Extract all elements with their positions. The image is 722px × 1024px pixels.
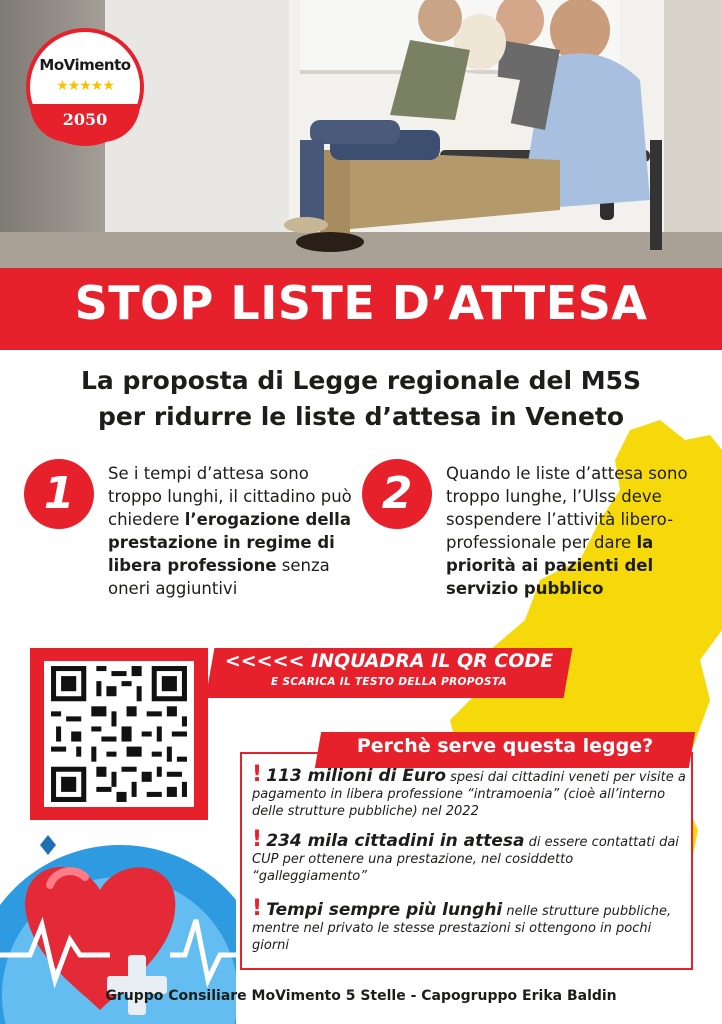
exclamation-icon: ! — [252, 762, 263, 787]
why-heading: Perchè serve questa legge? — [356, 735, 654, 757]
subtitle-line-2: per ridurre le liste d’attesa in Veneto — [97, 402, 625, 431]
logo-stars: ★★★★★ — [56, 78, 114, 94]
why-item-1: ! 113 milioni di Euro spesi dai cittadini veneti per visite a pagamento in libera professione “intramoenia” (cioè all’interno delle strutture pubbliche) nel 2022 — [252, 762, 686, 819]
point-1-bold: l’erogazione della prestazione in regime di libera professione — [108, 510, 351, 575]
logo-name: MoVimento — [39, 56, 131, 74]
point-2-bold: la priorità ai pazienti del servizio pubblico — [446, 533, 654, 598]
page-title: STOP LISTE D’ATTESA — [74, 276, 648, 330]
why-item-3: ! Tempi sempre più lunghi nelle strutture pubbliche, mentre nel privato le stesse prestazioni si ottengono in pochi giorni — [252, 896, 672, 953]
point-2-number: 2 — [362, 459, 432, 529]
footer-credits: Gruppo Consiliare MoVimento 5 Stelle - Capogruppo Erika Baldin — [105, 988, 617, 1004]
exclamation-icon: ! — [252, 827, 263, 852]
subtitle-line-1: La proposta di Legge regionale del M5S — [80, 366, 642, 395]
why-item-2: ! 234 mila cittadini in attesa di essere contattati dai CUP per ottenere una prestazione, nel cosiddetto “galleggiamento” — [252, 827, 679, 884]
point-2-text: Quando le liste d’attesa sono troppo lunghe, l’Ulss deve sospendere l’attività libero-professionale per dare la priorità ai pazienti del servizio pubblico — [446, 464, 688, 598]
exclamation-icon: ! — [252, 896, 263, 921]
point-1-number: 1 — [24, 459, 94, 529]
point-1-text: Se i tempi d’attesa sono troppo lunghi, il cittadino può chiedere l’erogazione della prestazione in regime di libera professione senza oneri aggiuntivi — [108, 464, 352, 598]
movimento-logo — [26, 28, 144, 146]
logo-year: 2050 — [62, 110, 108, 129]
qr-instruction: <<<<< INQUADRA IL QR CODE — [224, 650, 554, 672]
qr-code[interactable] — [44, 661, 194, 807]
qr-subinstruction: E SCARICA IL TESTO DELLA PROPOSTA — [271, 676, 507, 688]
